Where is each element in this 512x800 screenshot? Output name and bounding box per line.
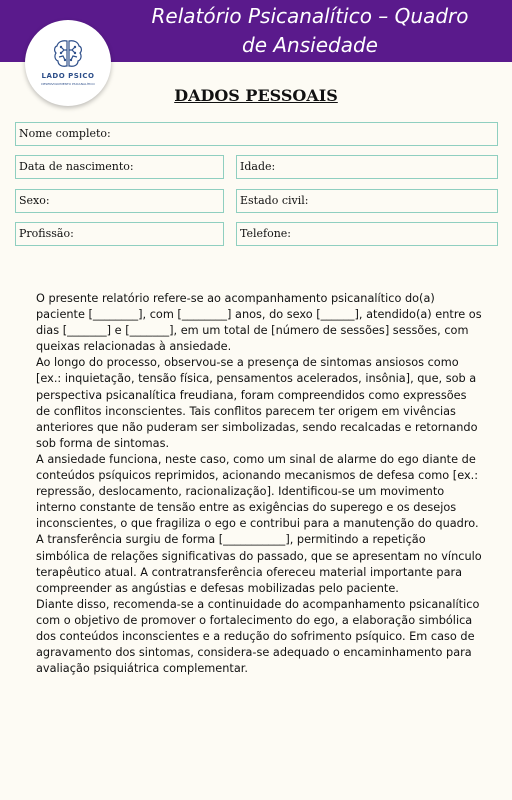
report-body — [36, 291, 482, 677]
name-field[interactable]: Nome completo: — [15, 122, 498, 146]
profession-field[interactable]: Profissão: — [15, 222, 224, 246]
report-paragraph: A ansiedade funciona, neste caso, como um sinal de alarme do ego diante de conteúdos psíquicos reprimidos, acionando mecanismos de defesa como [ex.: repressão, deslocamento, racionalização]. Identificou-se um movimento interno constante de tensão entre as exigências do superego e os desejos inconscientes, o que fragiliza o ego e contribui para a manutenção do quadro. — [36, 452, 479, 531]
report-paragraph: A transferência surgiu de forma [___________], permitindo a repetição simbólica de relações significativas do passado, que se apresentam no vínculo terapêutico atual. A contratransferência ofereceu material importante para compreender as angústias e defesas mobilizadas pelo paciente. — [36, 533, 482, 595]
brain-icon — [53, 38, 83, 70]
report-paragraph: Ao longo do processo, observou-se a presença de sintomas ansiosos como [ex.: inquietação, tensão física, pensamentos acelerados, insônia], que, sob a perspectiva psicanalítica freudiana, foram compreendidos como expressões de conflitos inconscientes. Tais conflitos parecem ter origem em vivências anteriores que não puderam ser simbolizadas, sendo recalcadas e retornando sob forma de sintomas. — [36, 356, 478, 450]
birthdate-field[interactable]: Data de nascimento: — [15, 155, 224, 179]
logo-subtitle: DESENVOLVIMENTO PSICANALÍTICO — [41, 82, 95, 86]
report-paragraph: O presente relatório refere-se ao acompanhamento psicanalítico do(a) paciente [________], com [________] anos, do sexo [______], atendido(a) entre os dias [_______] e [_______], em um total de [número de sessões] sessões, com queixas relacionadas à ansiedade. — [36, 292, 482, 354]
logo-text: LADO PSICO — [41, 72, 95, 80]
marital-status-field[interactable]: Estado civil: — [236, 189, 498, 213]
phone-field[interactable]: Telefone: — [236, 222, 498, 246]
report-paragraph: Diante disso, recomenda-se a continuidade do acompanhamento psicanalítico com o objetivo de promover o fortalecimento do ego, a elaboração simbólica dos conteúdos inconscientes e a redução do sofrimento psíquico. Em caso de agravamento dos sintomas, considera-se adequado o encaminhamento para avaliação psiquiátrica complementar. — [36, 597, 480, 676]
title-line-2: de Ansiedade — [242, 33, 378, 57]
document-title — [110, 2, 510, 60]
title-line-1: Relatório Psicanalítico – Quadro — [151, 4, 469, 28]
section-heading: DADOS PESSOAIS — [174, 86, 338, 105]
age-field[interactable]: Idade: — [236, 155, 498, 179]
sex-field[interactable]: Sexo: — [15, 189, 224, 213]
